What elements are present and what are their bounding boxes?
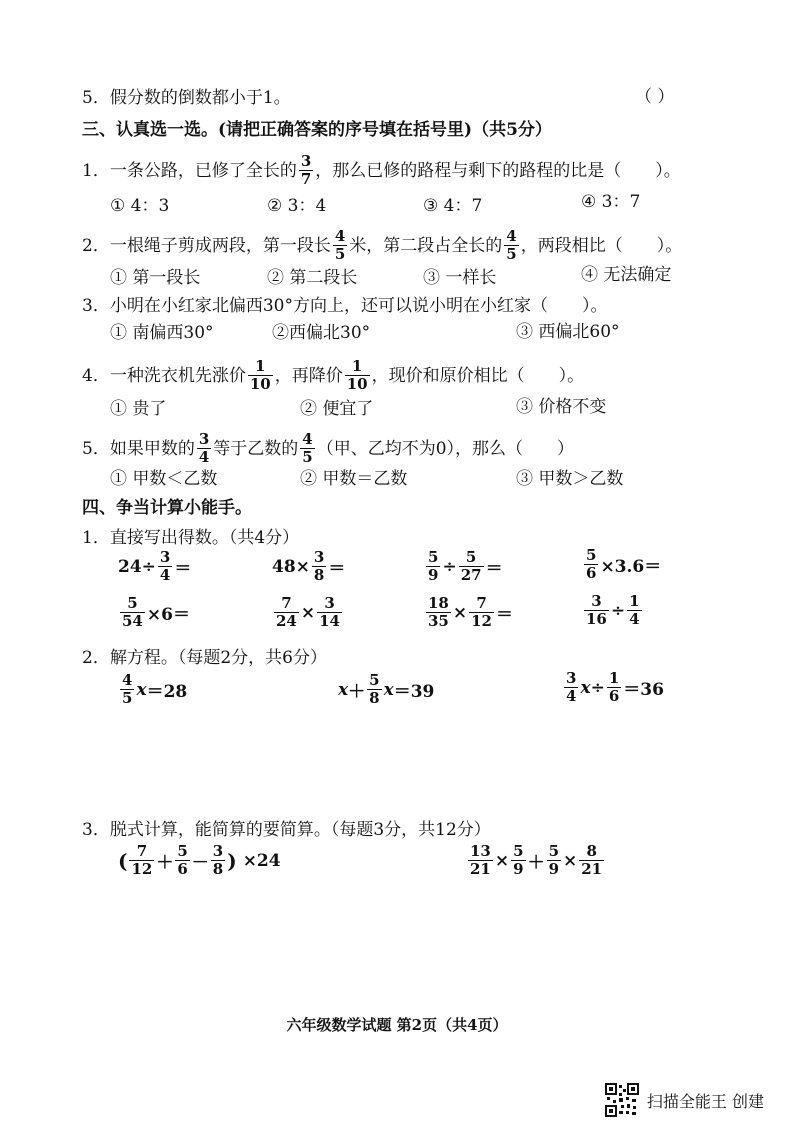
choice-question-3: 3．小明在小红家北偏西30°方向上，还可以说小明在小红家（ ）。 bbox=[82, 296, 608, 316]
tf-item-5-text: 5．假分数的倒数都小于1。 bbox=[82, 88, 291, 108]
q1-option-3: ③ 4：7 bbox=[423, 196, 483, 216]
q3-option-1: ① 南偏西30° bbox=[110, 323, 214, 343]
oral-calc-6: $\frac{7}{24}$ × $\frac{3}{14}$ bbox=[276, 594, 340, 630]
q1-fraction: $\frac{3}{7}$ bbox=[300, 152, 312, 188]
choice-question-2 bbox=[82, 228, 682, 263]
part-3-title: 3．脱式计算，能简算的要简算。（每题3分，共12分） bbox=[82, 820, 491, 840]
q4-fraction-1: $\frac{1}{10}$ bbox=[249, 357, 271, 393]
oral-calc-2: 48× $\frac{3}{8}$ ＝ bbox=[272, 548, 346, 584]
scanner-brand bbox=[605, 1083, 764, 1117]
q5-fraction-2: $\frac{4}{5}$ bbox=[302, 430, 313, 466]
q5-text-mid: 等于乙数的 bbox=[213, 438, 299, 459]
part-2-title: 2．解方程。（每题2分，共6分） bbox=[82, 648, 327, 668]
brand-text: 扫描全能王 创建 bbox=[646, 1091, 764, 1111]
q2-option-3: ③ 一样长 bbox=[423, 268, 497, 288]
q5-option-1: ① 甲数＜乙数 bbox=[110, 469, 218, 489]
equation-2: x ＋ $\frac{5}{8}$ x ＝39 bbox=[338, 671, 435, 707]
oral-calc-5: $\frac{5}{54}$ ×6＝ bbox=[122, 594, 190, 630]
tf-item-5 bbox=[82, 88, 291, 108]
q2-option-4: ④ 无法确定 bbox=[581, 265, 672, 285]
section-3-title: 三、认真选一选。(请把正确答案的序号填在括号里)（共5分） bbox=[82, 120, 552, 140]
equation-3: $\frac{3}{4}$ x ÷ $\frac{1}{6}$ ＝36 bbox=[566, 669, 664, 705]
choice-question-5 bbox=[82, 431, 574, 466]
q4-text-mid: ，再降价 bbox=[274, 365, 343, 386]
q2-text-pre: 2．一根绳子剪成两段，第一段长 bbox=[82, 235, 331, 256]
q3-option-2: ②西偏北30° bbox=[272, 323, 371, 343]
q2-option-2: ② 第二段长 bbox=[267, 268, 358, 288]
choice-question-1 bbox=[82, 153, 681, 188]
qr-code-icon bbox=[605, 1083, 639, 1117]
q1-option-4: ④ 3：7 bbox=[581, 192, 641, 212]
q4-option-3: ③ 价格不变 bbox=[516, 397, 607, 417]
q5-text-pre: 5．如果甲数的 bbox=[82, 438, 195, 459]
q4-option-1: ① 贵了 bbox=[110, 399, 167, 419]
q2-text-post: ，两段相比（ ）。 bbox=[520, 235, 683, 256]
choice-question-4 bbox=[82, 358, 584, 393]
q2-fraction-1: $\frac{4}{5}$ bbox=[334, 227, 346, 263]
q3-option-3: ③ 西偏北60° bbox=[516, 322, 620, 342]
q5-text-post: （甲、乙均不为0），那么（ ） bbox=[316, 438, 575, 459]
section-4-title: 四、争当计算小能手。 bbox=[82, 498, 252, 518]
oral-calc-8: $\frac{3}{16}$ ÷ $\frac{1}{4}$ bbox=[586, 592, 640, 628]
q2-text-mid: 米，第二段占全长的 bbox=[349, 235, 503, 256]
q1-text-post: ，那么已修的路程与剩下的路程的比是（ ）。 bbox=[315, 160, 681, 181]
calc-1: ( $\frac{7}{12}$ ＋ $\frac{5}{6}$ － $\frac{3}{8}$ ) ×24 bbox=[118, 842, 281, 878]
page-footer: 六年级数学试题 第2页（共4页） bbox=[286, 1016, 508, 1034]
calc-2: $\frac{13}{21}$ × $\frac{5}{9}$ ＋ $\frac{5}{9}$ × $\frac{8}{21}$ bbox=[470, 842, 603, 878]
q4-text-pre: 4．一种洗衣机先涨价 bbox=[82, 365, 246, 386]
q4-option-2: ② 便宜了 bbox=[300, 399, 374, 419]
q4-fraction-2: $\frac{1}{10}$ bbox=[346, 357, 368, 393]
oral-calc-7: $\frac{18}{35}$ × $\frac{7}{12}$ ＝ bbox=[428, 594, 513, 630]
q5-fraction-1: $\frac{3}{4}$ bbox=[198, 430, 210, 466]
q5-option-3: ③ 甲数＞乙数 bbox=[516, 469, 624, 489]
q2-option-1: ① 第一段长 bbox=[110, 268, 201, 288]
tf-item-5-answer-paren: （ ） bbox=[635, 87, 675, 107]
equation-1: $\frac{4}{5}$ x ＝28 bbox=[122, 671, 188, 707]
q5-option-2: ② 甲数＝乙数 bbox=[300, 469, 408, 489]
oral-calc-1: 24÷ $\frac{3}{4}$ ＝ bbox=[118, 548, 192, 584]
q1-option-2: ② 3：4 bbox=[267, 196, 327, 216]
q2-fraction-2: $\frac{4}{5}$ bbox=[506, 227, 517, 263]
oral-calc-3: $\frac{5}{9}$ ÷ $\frac{5}{27}$ ＝ bbox=[428, 548, 503, 584]
oral-calc-4: $\frac{5}{6}$ ×3.6＝ bbox=[586, 546, 662, 582]
part-1-title: 1．直接写出得数。（共4分） bbox=[82, 528, 300, 548]
q4-text-post: ，现价和原价相比（ ）。 bbox=[371, 365, 585, 386]
q1-option-1: ① 4：3 bbox=[110, 196, 170, 216]
q1-text-pre: 1．一条公路，已修了全长的 bbox=[82, 160, 297, 181]
